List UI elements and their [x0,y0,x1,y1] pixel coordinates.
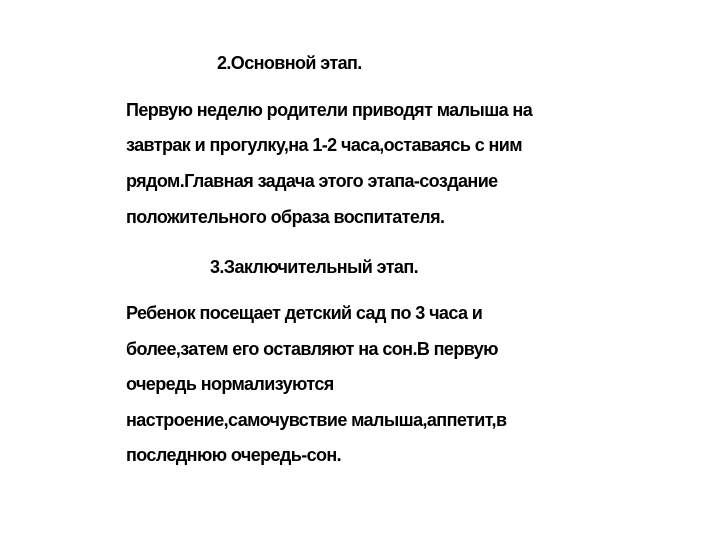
section-2-line: рядом.Главная задача этого этапа-создание [126,171,498,191]
section-3-line: очередь нормализуются [126,374,334,394]
section-3-line: Ребенок посещает детский сад по 3 часа и [126,303,483,323]
section-3-heading: 3.Заключительный этап. [210,257,419,277]
section-2-heading: 2.Основной этап. [217,53,362,73]
section-3-line: более,затем его оставляют на сон.В первую [126,339,498,359]
section-2-line: завтрак и прогулку,на 1-2 часа,оставаясь с ним [126,135,522,155]
section-3-line: последнюю очередь-сон. [126,445,342,465]
section-3-line: настроение,самочувствие малыша,аппетит,в [126,410,507,430]
section-2-line: положительного образа воспитателя. [126,207,445,227]
section-2-line: Первую неделю родители приводят малыша на [126,100,533,120]
